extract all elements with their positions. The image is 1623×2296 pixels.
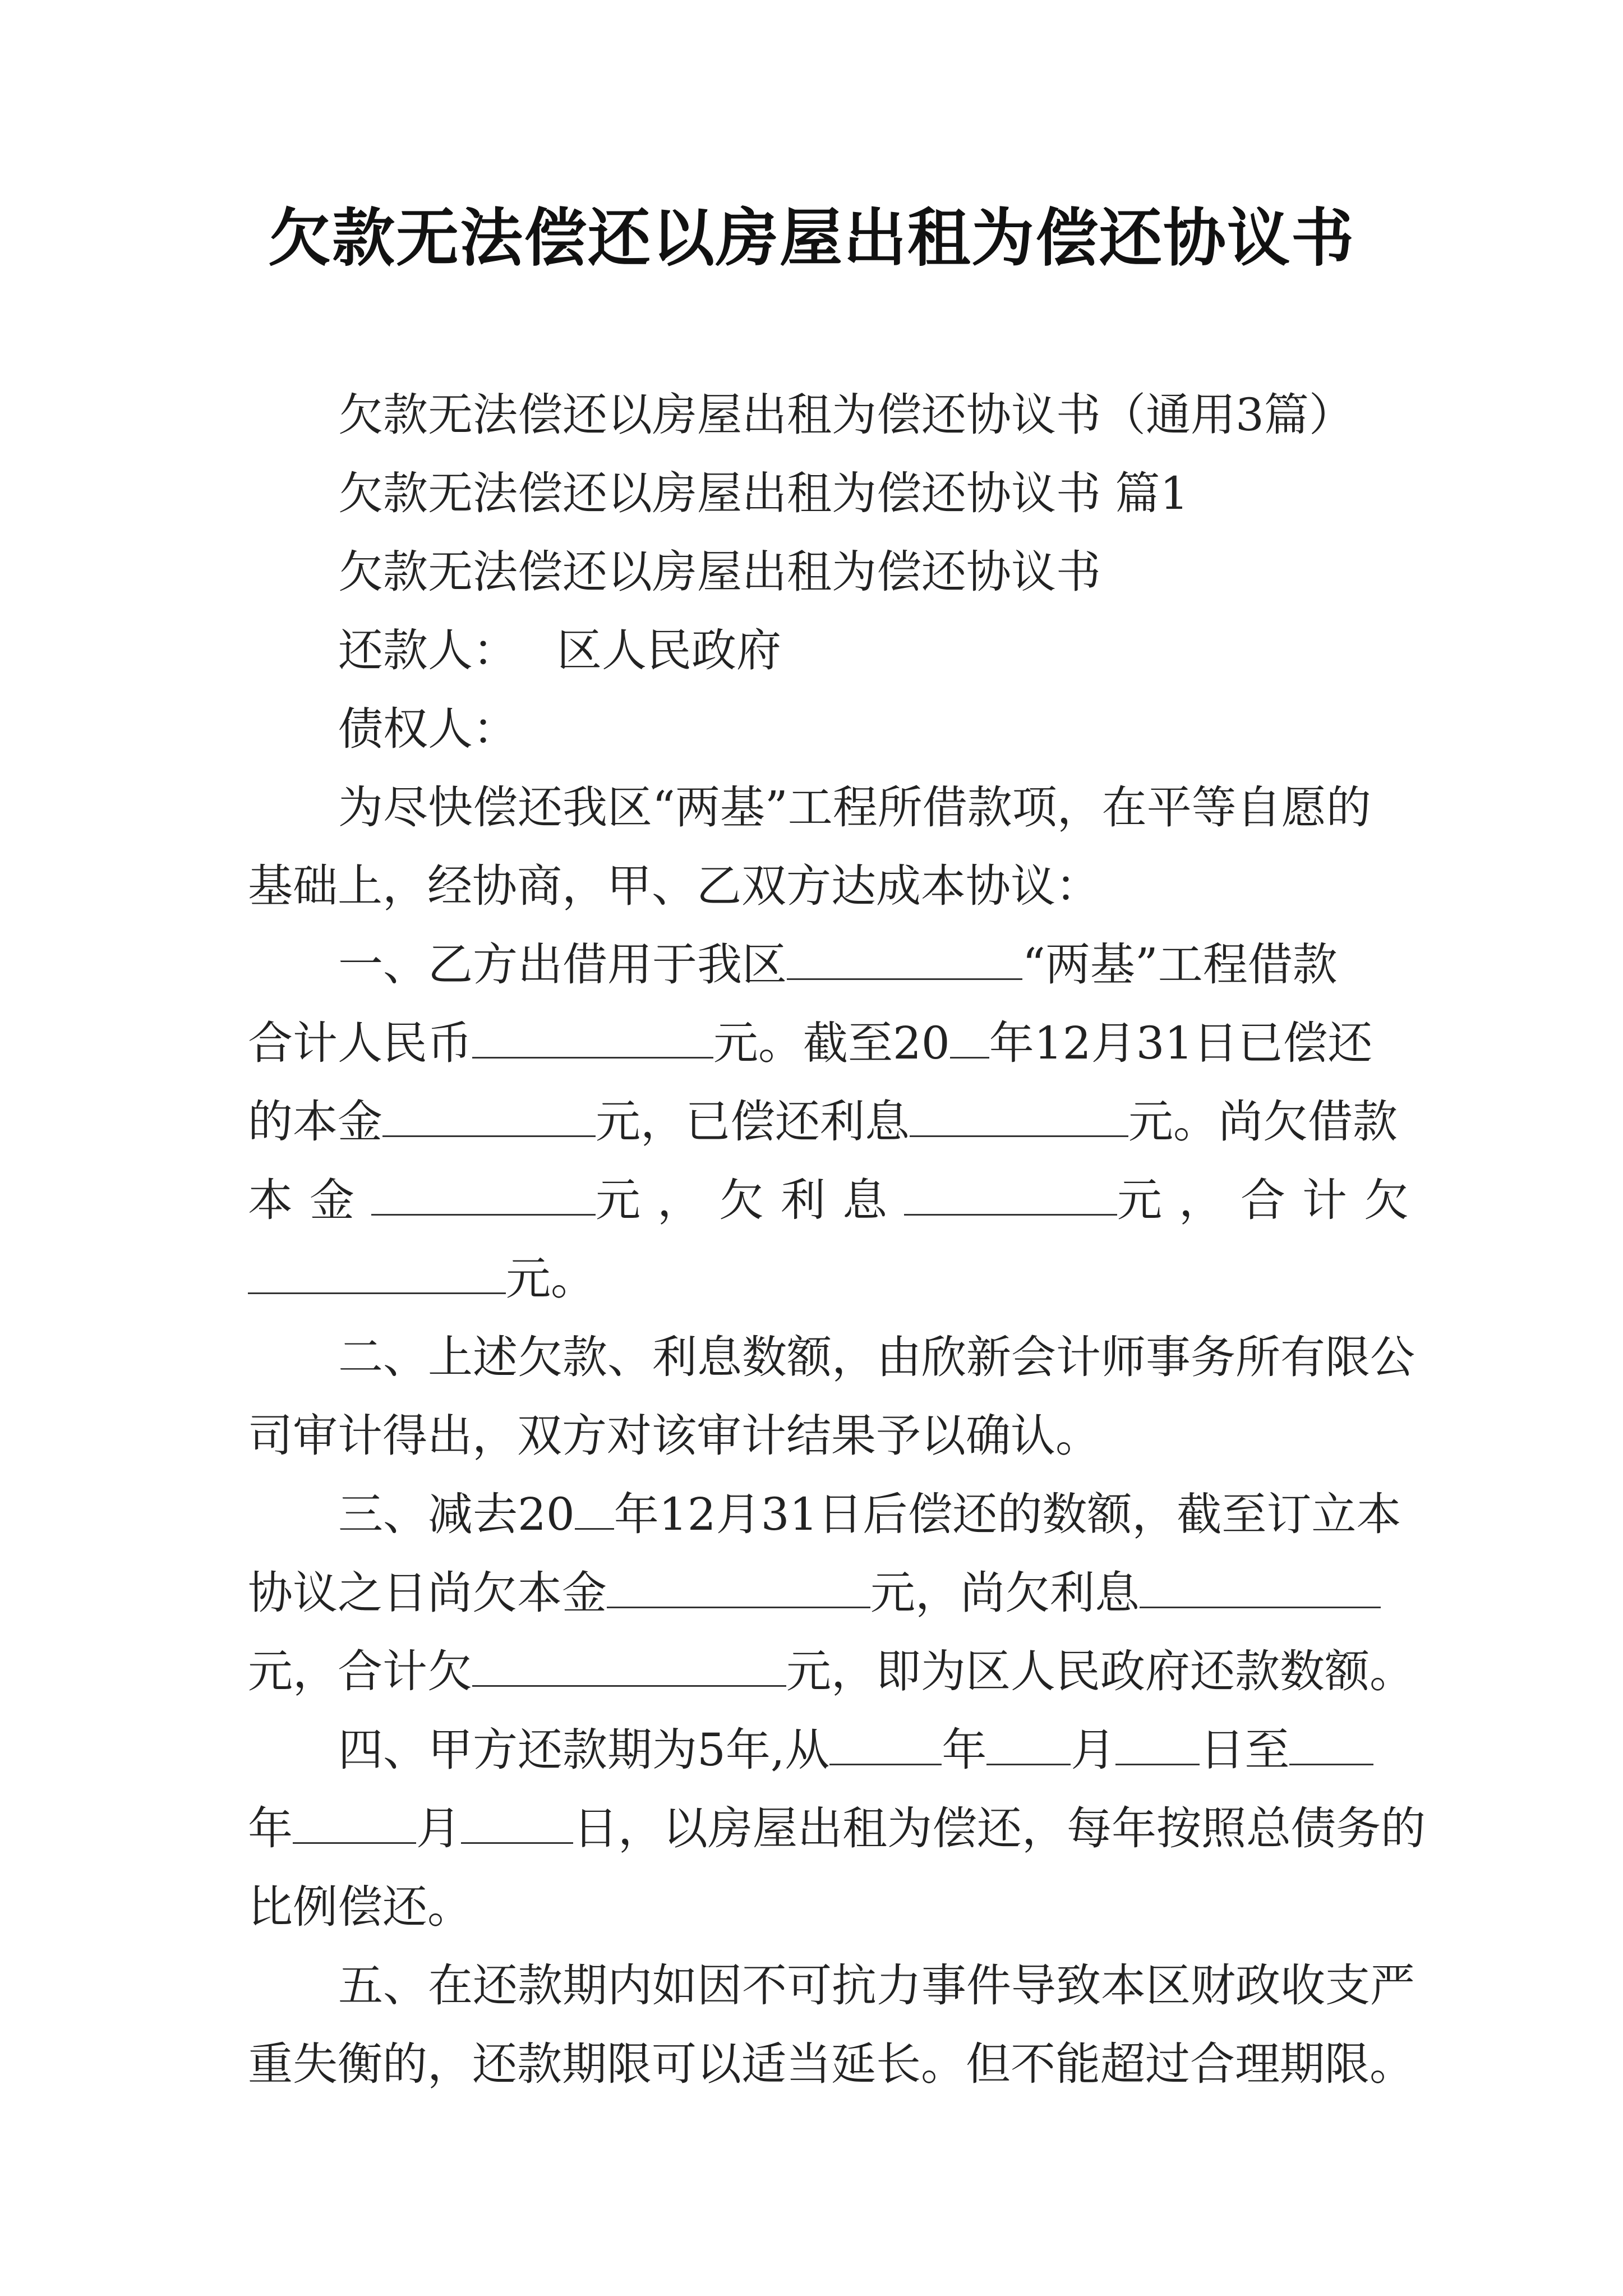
fill-blank xyxy=(910,1096,1128,1137)
fill-blank xyxy=(1140,1567,1381,1608)
creditor-line: 债权人： xyxy=(338,703,518,755)
fill-blank xyxy=(371,1175,596,1216)
clause1-line-5 xyxy=(248,1251,1392,1307)
clause3-line-3 xyxy=(248,1644,1414,1700)
clause1-text: 的本金 xyxy=(248,1096,382,1148)
clause1-line-2 xyxy=(248,1015,1392,1071)
clause4-text: 年 xyxy=(942,1724,987,1776)
fill-blank xyxy=(1289,1724,1373,1765)
fill-blank xyxy=(293,1803,416,1844)
clause1-text: 元。 xyxy=(506,1253,596,1305)
clause3-line-1 xyxy=(338,1487,1401,1543)
subtitle-line-3: 欠款无法偿还以房屋出租为偿还协议书 xyxy=(338,546,1101,598)
clause1-text: “两基”工程借款 xyxy=(1022,938,1338,991)
clause1-line-1 xyxy=(338,937,1393,993)
clause1-text: 元。尚欠借款 xyxy=(1128,1096,1398,1148)
payer-line xyxy=(338,623,1393,679)
clause4-text: 四、甲方还款期为5年,从 xyxy=(338,1724,830,1776)
fill-blank xyxy=(950,1018,989,1059)
clause1-text: 本金 xyxy=(248,1174,371,1226)
clause1-text: 元，合计欠 xyxy=(1117,1174,1426,1226)
clause3-text: 元，即为区人民政府还款数额。 xyxy=(786,1645,1414,1697)
clause1-text: 合计人民币 xyxy=(248,1017,472,1069)
intro-line-2: 基础上，经协商，甲、乙双方达成本协议： xyxy=(248,860,1100,912)
clause4-text: 日，以房屋出租为偿还，每年按照总债务的 xyxy=(573,1802,1426,1855)
fill-blank xyxy=(472,1018,713,1059)
clause1-line-3 xyxy=(248,1094,1398,1150)
clause4-text: 年 xyxy=(248,1802,293,1855)
clause2-line-1: 二、上述欠款、利息数额，由欣新会计师事务所有限公 xyxy=(338,1331,1415,1383)
fill-blank xyxy=(472,1646,786,1687)
fill-blank xyxy=(787,939,1022,980)
clause1-text: 一、乙方出借用于我区 xyxy=(338,938,787,991)
clause1-text: 元，已偿还利息 xyxy=(596,1096,910,1148)
subtitle-line-1: 欠款无法偿还以房屋出租为偿还协议书（通用3篇） xyxy=(338,389,1354,441)
clause3-text: 年12月31日后偿还的数额，截至订立本 xyxy=(614,1488,1401,1540)
clause4-line-1 xyxy=(338,1722,1393,1778)
clause3-line-2 xyxy=(248,1565,1392,1621)
clause1-text: 年12月31日已偿还 xyxy=(989,1017,1373,1069)
clause3-text: 元，合计欠 xyxy=(248,1645,472,1697)
clause5-line-1: 五、在还款期内如因不可抗力事件导致本区财政收支严 xyxy=(338,1959,1415,2012)
clause4-line-2 xyxy=(248,1801,1426,1857)
clause3-text: 元，尚欠利息 xyxy=(870,1567,1140,1619)
clause3-text: 三、减去20 xyxy=(338,1488,575,1540)
payer-value: 区人民政府 xyxy=(557,624,781,677)
clause1-text: 元，欠利息 xyxy=(596,1174,904,1226)
clause3-text: 协议之日尚欠本金 xyxy=(248,1567,607,1619)
clause5-line-2: 重失衡的，还款期限可以适当延长。但不能超过合理期限。 xyxy=(248,2038,1414,2090)
fill-blank xyxy=(575,1489,614,1530)
payer-label: 还款人： xyxy=(338,624,518,677)
fill-blank xyxy=(904,1175,1117,1216)
fill-blank xyxy=(986,1724,1071,1765)
clause4-text: 日至 xyxy=(1200,1724,1290,1776)
intro-line-1: 为尽快偿还我区“两基”工程所借款项，在平等自愿的 xyxy=(338,781,1371,834)
fill-blank xyxy=(382,1096,596,1137)
fill-blank xyxy=(248,1253,506,1294)
fill-blank xyxy=(829,1724,942,1765)
fill-blank xyxy=(607,1567,870,1608)
clause4-text: 月 xyxy=(416,1802,461,1855)
clause4-text: 月 xyxy=(1071,1724,1116,1776)
clause1-line-4 xyxy=(248,1172,1426,1228)
clause4-line-3: 比例偿还。 xyxy=(248,1881,472,1933)
fill-blank xyxy=(461,1803,573,1844)
fill-blank xyxy=(1115,1724,1200,1765)
document-title: 欠款无法偿还以房屋出租为偿还协议书 xyxy=(268,202,1355,275)
clause1-text: 元。截至20 xyxy=(713,1017,950,1069)
subtitle-line-2: 欠款无法偿还以房屋出租为偿还协议书 篇1 xyxy=(338,467,1189,519)
clause2-line-2: 司审计得出，双方对该审计结果予以确认。 xyxy=(248,1410,1100,1462)
